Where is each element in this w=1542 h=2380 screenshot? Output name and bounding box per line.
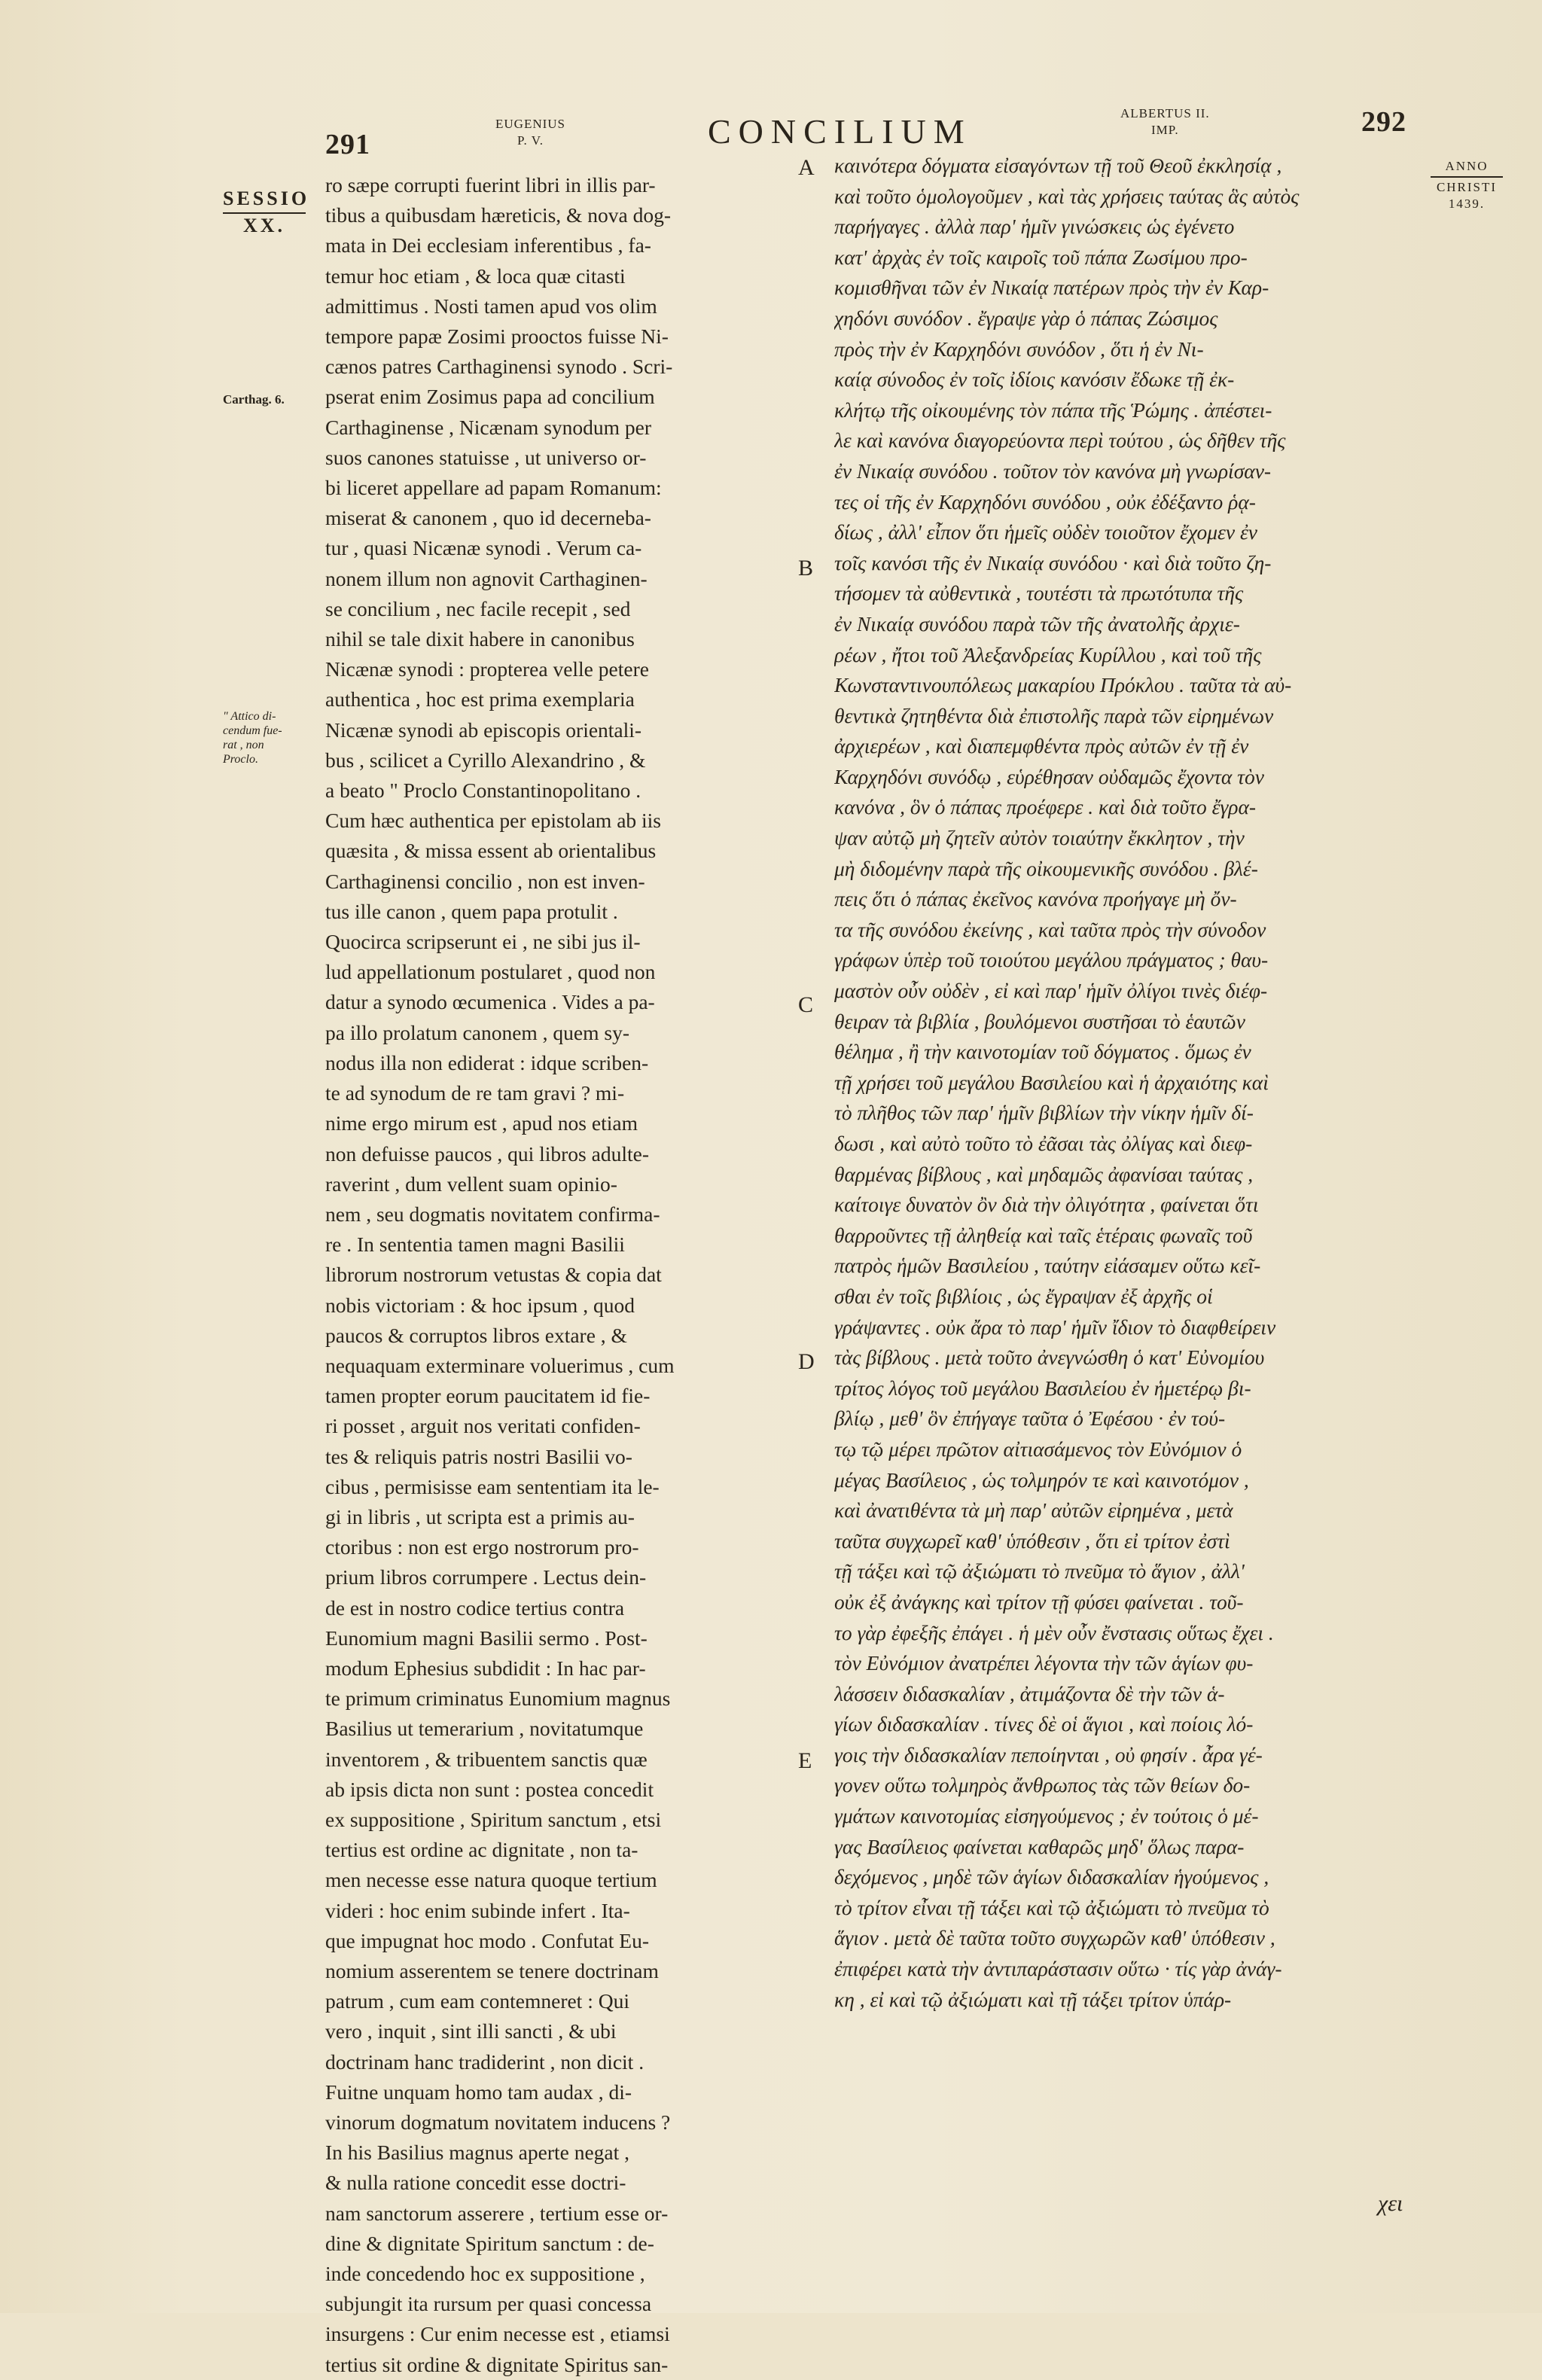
text-line: δεχόμενος , μηδὲ τῶν ἁγίων διδασκαλίαν ἡγούμενος , — [834, 1865, 1269, 1889]
text-line: pa illo prolatum canonem , quem sy- — [325, 1020, 630, 1044]
text-line: bus , scilicet a Cyrillo Alexandrino , & — [325, 748, 646, 772]
text-line: ρέων , ἤτοι τοῦ Ἀλεξανδρείας Κυρίλλου , καὶ τοῦ τῆς — [834, 642, 1262, 666]
attico-line: rat , non — [223, 739, 264, 751]
text-line: γράφων ὑπὲρ τοῦ τοιούτου μεγάλου πράγματος ; θαυ- — [834, 948, 1269, 972]
text-line: insurgens : Cur enim necesse est , etiamsi — [325, 2322, 670, 2346]
text-line: cænos patres Carthaginensi synodo . Scri- — [325, 355, 673, 379]
text-line: videri : hoc enim subinde infert . Ita- — [325, 1898, 630, 1922]
text-line: γας Βασίλειος φαίνεται καθαρῶς μηδ' ὅλως παρα- — [834, 1834, 1245, 1858]
text-line: καὶ τοῦτο ὁμολογοῦμεν , καὶ τὰς χρήσεις ταύτας ἃς αὐτὸς — [834, 184, 1300, 208]
text-line: γοις τὴν διδασκαλίαν πεποίηνται , οὐ φησίν . ἆρα γέ- — [834, 1742, 1263, 1766]
text-line: re . In sententia tamen magni Basilii — [325, 1233, 625, 1257]
attico-line: cendum fue- — [223, 724, 282, 737]
text-line: authentica , hoc est prima exemplaria — [325, 687, 635, 712]
text-line: τὸ τρίτον εἶναι τῇ τάξει καὶ τῷ ἀξιώματι τὸ πνεῦμα τὸ — [834, 1895, 1269, 1919]
text-line: ταῦτα συγχωρεῖ καθ' ὑπόθεσιν , ὅτι εἰ τρίτον ἐστὶ — [834, 1528, 1230, 1553]
text-line: nonem illum non agnovit Carthaginen- — [325, 566, 648, 590]
text-line: prium libros corrumpere . Lectus dein- — [325, 1565, 647, 1589]
text-line: δωσι , καὶ αὐτὸ τοῦτο τὸ ἐᾶσαι τὰς ὀλίγας καὶ διεφ- — [834, 1132, 1253, 1155]
text-line: temur hoc etiam , & loca quæ citasti — [325, 264, 626, 288]
text-line: inde concedendo hoc ex suppositione , — [325, 2262, 645, 2286]
text-line: pserat enim Zosimus papa ad concilium — [325, 385, 655, 409]
section-letter-e: E — [798, 1748, 812, 1773]
text-line: θεντικὰ ζητηθέντα διὰ ἐπιστολῆς παρὰ τῶν εἰρημένων — [834, 703, 1274, 727]
text-line: Carthaginensi concilio , non est inven- — [325, 869, 645, 893]
text-line: ctoribus : non est ergo nostrorum pro- — [325, 1535, 639, 1559]
text-line: Καρχηδόνι συνόδῳ , εὑρέθησαν οὐδαμῶς ἔχοντα τὸν — [834, 764, 1264, 788]
text-line: κατ' ἀρχὰς ἐν τοῖς καιροῖς τοῦ πάπα Ζωσίμου προ- — [834, 245, 1248, 269]
text-line: modum Ephesius subdidit : In hac par- — [325, 1656, 646, 1680]
running-head-pope-number: P. V. — [517, 133, 544, 148]
anno-year: 1439. — [1448, 197, 1486, 211]
text-line: λάσσειν διδασκαλίαν , ἀτιμάζοντα δὲ τὴν τῶν ἁ- — [834, 1681, 1225, 1705]
text-line: tempore papæ Zosimi prooctos fuisse Ni- — [325, 325, 669, 349]
text-line: nequaquam exterminare voluerimus , cum — [325, 1353, 675, 1377]
text-line: κομισθῆναι τῶν ἐν Νικαίᾳ πατέρων πρὸς τὴν ἐν Καρ- — [834, 276, 1269, 300]
text-line: τήσομεν τὰ αὐθεντικὰ , τουτέστι τὰ πρωτότυπα τῆς — [834, 581, 1244, 605]
text-line: patrum , cum eam contemneret : Qui — [325, 1989, 629, 2013]
text-line: que impugnat hoc modo . Confutat Eu- — [325, 1928, 649, 1952]
text-line: nodus illa non ediderat : idque scriben- — [325, 1050, 649, 1074]
text-line: tamen propter eorum paucitatem id fie- — [325, 1384, 651, 1408]
text-line: dine & dignitate Spiritum sanctum : de- — [325, 2231, 654, 2255]
text-line: μαστὸν οὖν οὐδὲν , εἰ καὶ παρ' ἡμῖν ὀλίγοι τινὲς διέφ- — [834, 979, 1268, 1003]
text-line: οὐκ ἐξ ἀνάγκης καὶ τρίτον τῇ φύσει φαίνεται . τοῦ- — [834, 1589, 1244, 1614]
running-head-emperor-title: IMP. — [1151, 123, 1179, 137]
text-line: Fuitne unquam homo tam audax , di- — [325, 2080, 632, 2104]
text-line: doctrinam hanc tradiderint , non dicit . — [325, 2049, 645, 2074]
section-letter-b: B — [798, 556, 814, 581]
margin-note-attico — [223, 709, 321, 766]
anno-rule — [1431, 176, 1503, 178]
running-head-eugenius — [495, 116, 565, 149]
text-line: θαρμένας βίβλους , καὶ μηδαμῶς ἀφανίσαι ταύτας , — [834, 1162, 1254, 1186]
text-line: tes & reliquis patris nostri Basilii vo- — [325, 1444, 632, 1468]
text-line: τα τῆς συνόδου ἐκείνης , καὶ ταῦτα πρὸς τὴν σύνοδον — [834, 917, 1266, 941]
text-line: raverint , dum vellent suam opinio- — [325, 1172, 617, 1196]
text-line: παρήγαγες . ἀλλὰ παρ' ἡμῖν γινώσκεις ὡς ἐγένετο — [834, 215, 1235, 239]
attico-line: " Attico di- — [223, 710, 276, 723]
text-line: nam sanctorum asserere , tertium esse or- — [325, 2201, 669, 2225]
text-line: θαρροῦντες τῇ ἀληθείᾳ καὶ ταῖς ἑτέραις φωναῖς τοῦ — [834, 1223, 1253, 1247]
text-line: μὴ διδομένην παρὰ τῆς οἰκουμενικῆς συνόδου . βλέ- — [834, 856, 1258, 880]
text-line: lud appellationum postularet , quod non — [325, 960, 656, 984]
text-line: γίων διδασκαλίαν . τίνες δὲ οἱ ἅγιοι , καὶ ποίοις λό- — [834, 1712, 1254, 1736]
text-line: In his Basilius magnus aperte negat , — [325, 2141, 630, 2165]
christi-label: CHRISTI — [1436, 180, 1498, 194]
text-line: Nicænæ synodi : propterea velle petere — [325, 657, 649, 681]
text-line: vero , inquit , sint illi sancti , & ubi — [325, 2019, 617, 2043]
text-line: men necesse esse natura quoque tertium — [325, 1868, 657, 1892]
text-line: ri posset , arguit nos veritati confiden- — [325, 1414, 641, 1438]
text-line: te ad synodum de re tam gravi ? mi- — [325, 1081, 625, 1105]
text-line: a beato " Proclo Constantinopolitano . — [325, 779, 641, 803]
text-line: vinorum dogmatum novitatem inducens ? — [325, 2110, 671, 2134]
text-line: Nicænæ synodi ab episcopis orientali- — [325, 718, 642, 742]
text-line: τὰς βίβλους . μετὰ τοῦτο ἀνεγνώσθη ὁ κατ' Εὐνομίου — [834, 1345, 1265, 1370]
text-line: non defuisse paucos , qui libros adulte- — [325, 1141, 649, 1166]
margin-note-carthag: Carthag. 6. — [223, 392, 285, 407]
text-line: τῳ τῷ μέρει πρῶτον αἰτιασάμενος τὸν Εὐνόμιον ὁ — [834, 1437, 1242, 1461]
text-line: nomium asserentem se tenere doctrinam — [325, 1958, 659, 1982]
text-line: tertius est ordine ac dignitate , non ta- — [325, 1838, 638, 1862]
text-line: θέλημα , ἢ τὴν καινοτομίαν τοῦ δόγματος . ὅμως ἐν — [834, 1040, 1251, 1064]
text-line: Cum hæc authentica per epistolam ab iis — [325, 809, 662, 833]
text-line: θειραν τὰ βιβλία , βουλόμενοι συστῆσαι τὸ ἑαυτῶν — [834, 1009, 1245, 1033]
text-line: ab ipsis dicta non sunt : postea concedit — [325, 1777, 654, 1801]
text-line: κλήτῳ τῆς οἰκουμένης τὸν πάπα τῆς Ῥώμης . ἀπέστει- — [834, 398, 1272, 422]
text-line: datur a synodo œcumenica . Vides a pa- — [325, 990, 655, 1014]
text-line: tibus a quibusdam hæreticis, & nova dog- — [325, 203, 672, 227]
text-line: ἐπιφέρει κατὰ τὴν ἀντιπαράστασιν οὕτω · τίς γὰρ ἀνάγ- — [834, 1957, 1282, 1981]
text-line: nihil se tale dixit habere in canonibus — [325, 627, 635, 651]
text-line: Eunomium magni Basilii sermo . Post- — [325, 1626, 648, 1650]
text-line: ἐν Νικαίᾳ συνόδου . τοῦτον τὸν κανόνα μὴ γνωρίσαν- — [834, 459, 1272, 483]
text-line: γμάτων καινοτομίας εἰσηγούμενος ; ἐν τούτοις ὁ μέ- — [834, 1804, 1259, 1828]
margin-sessio — [223, 187, 310, 238]
text-line: subjungit ita rursum per quasi concessa — [325, 2292, 652, 2316]
text-line: de est in nostro codice tertius contra — [325, 1595, 625, 1620]
text-line: Κωνσταντινουπόλεως μακαρίου Πρόκλου . ταῦτα τὰ αὐ- — [834, 673, 1292, 697]
text-line: κη , εἰ καὶ τῷ ἀξιώματι καὶ τῇ τάξει τρίτον ὑπάρ- — [834, 1987, 1232, 2011]
text-line: τῇ χρήσει τοῦ μεγάλου Βασιλείου καὶ ἡ ἀρχαιότης καὶ — [834, 1070, 1269, 1094]
text-line: admittimus . Nosti tamen apud vos olim — [325, 294, 657, 318]
text-line: bi liceret appellare ad papam Romanum: — [325, 476, 662, 500]
text-line: χηδόνι συνόδον . ἔγραψε γὰρ ὁ πάπας Ζώσιμος — [834, 306, 1218, 330]
sessio-label: SESSIO — [223, 187, 310, 209]
latin-column — [325, 170, 792, 2380]
text-line: nime ergo mirum est , apud nos etiam — [325, 1111, 638, 1135]
text-line: paucos & corruptos libros extare , & — [325, 1323, 627, 1347]
text-line: mata in Dei ecclesiam inferentibus , fa- — [325, 233, 651, 258]
greek-column — [834, 151, 1422, 2015]
text-line: τὸν Εὐνόμιον ἀνατρέπει λέγοντα τὴν τῶν ἁγίων φυ- — [834, 1651, 1254, 1675]
text-line: λε καὶ κανόνα διαγορεύοντα περὶ τούτου , ὡς δῆθεν τῆς — [834, 428, 1286, 453]
text-line: tus ille canon , quem papa protulit . — [325, 899, 618, 923]
text-line: librorum nostrorum vetustas & copia dat — [325, 1263, 662, 1287]
section-letter-a: A — [798, 155, 815, 180]
text-line: βλίῳ , μεθ' ὃν ἐπήγαγε ταῦτα ὁ Ἐφέσου · ἐν τού- — [834, 1406, 1226, 1431]
text-line: το γὰρ ἐφεξῆς ἐπάγει . ἡ μὲν οὖν ἔνστασις οὕτως ἔχει . — [834, 1620, 1274, 1644]
attico-line: Proclo. — [223, 753, 258, 766]
text-line: ψαν αὐτῷ μὴ ζητεῖν αὐτὸν τοιαύτην ἔκκλητον , τὴν — [834, 826, 1245, 850]
text-line: τες οἱ τῆς ἐν Καρχηδόνι συνόδου , οὐκ ἐδέξαντο ῥᾳ- — [834, 489, 1256, 513]
page-number-left: 291 — [325, 129, 370, 160]
text-line: σθαι ἐν τοῖς βιβλίοις , ὡς ἔγραψαν ἐξ ἀρχῆς οἱ — [834, 1284, 1213, 1308]
text-line: πατρὸς ἡμῶν Βασιλείου , ταύτην εἰάσαμεν οὕτω κεῖ- — [834, 1254, 1261, 1278]
text-line: & nulla ratione concedit esse doctri- — [325, 2171, 626, 2195]
text-line: τὸ πλῆθος τῶν παρ' ἡμῖν βιβλίων τὴν νίκην ἡμῖν δί- — [834, 1101, 1254, 1125]
text-line: miserat & canonem , quo id decerneba- — [325, 506, 651, 530]
running-title: CONCILIUM — [708, 112, 972, 151]
text-line: Quocirca scripserunt ei , ne sibi jus il- — [325, 930, 641, 954]
text-line: κανόνα , ὃν ὁ πάπας προέφερε . καὶ διὰ τοῦτο ἔγρα- — [834, 795, 1257, 819]
page-number-right: 292 — [1361, 106, 1406, 138]
text-line: μέγας Βασίλειος , ὡς τολμηρόν τε καὶ καινοτόμον , — [834, 1467, 1249, 1492]
text-line: tertius sit ordine & dignitate Spiritus san- — [325, 2352, 669, 2376]
text-line: se concilium , nec facile recepit , sed — [325, 596, 631, 620]
text-line: πεις ὅτι ὁ πάπας ἐκεῖνος κανόνα προήγαγε μὴ ὄν- — [834, 887, 1237, 911]
text-line: quæsita , & missa essent ab orientalibus — [325, 839, 657, 863]
text-line: ro sæpe corrupti fuerint libri in illis par- — [325, 173, 656, 197]
text-line: inventorem , & tribuentem sanctis quæ — [325, 1747, 648, 1771]
text-line: τρίτος λόγος τοῦ μεγάλου Βασιλείου ἐν ἡμετέρῳ βι- — [834, 1376, 1251, 1400]
section-letter-d: D — [798, 1349, 815, 1374]
text-line: τοῖς κανόσι τῆς ἐν Νικαίᾳ συνόδου · καὶ διὰ τοῦτο ζη- — [834, 550, 1272, 574]
text-line: suos canones statuisse , ut universo or- — [325, 445, 647, 469]
running-head-pope: EUGENIUS — [495, 117, 565, 131]
text-line: καινότερα δόγματα εἰσαγόντων τῇ τοῦ Θεοῦ ἐκκλησίᾳ , — [834, 154, 1282, 177]
text-line: ex suppositione , Spiritum sanctum , etsi — [325, 1807, 662, 1831]
text-line: ἀρχιερέων , καὶ διαπεμφθέντα πρὸς αὐτῶν ἐν τῇ ἐν — [834, 734, 1249, 758]
anno-label: ANNO — [1445, 159, 1489, 173]
text-line: ἅγιον . μετὰ δὲ ταῦτα τοῦτο συγχωρῶν καθ' ὑπόθεσιν , — [834, 1926, 1275, 1950]
section-letter-c: C — [798, 992, 814, 1017]
text-line: πρὸς τὴν ἐν Καρχηδόνι συνόδον , ὅτι ἡ ἐν Νι- — [834, 337, 1204, 361]
text-line: γονεν οὕτω τολμηρὸς ἄνθρωπος τὰς τῶν θείων δο- — [834, 1773, 1251, 1797]
text-line: καίᾳ σύνοδος ἐν τοῖς ἰδίοις κανόσιν ἔδωκε τῇ ἐκ- — [834, 367, 1235, 392]
running-head-emperor: ALBERTUS II. — [1120, 106, 1210, 120]
text-line: Basilius ut temerarium , novitatumque — [325, 1717, 644, 1741]
text-line: ἐν Νικαίᾳ συνόδου παρὰ τῶν τῆς ἀνατολῆς ἀρχιε- — [834, 611, 1240, 635]
text-line: Carthaginense , Nicænam synodum per — [325, 415, 652, 439]
text-line: καὶ ἀνατιθέντα τὰ μὴ παρ' αὐτῶν εἰρημένα , μετὰ — [834, 1498, 1233, 1522]
text-line: nobis victoriam : & hoc ipsum , quod — [325, 1293, 635, 1317]
sessio-number: XX. — [242, 215, 286, 236]
text-line: cibus , permisisse eam sententiam ita le- — [325, 1474, 660, 1498]
text-line: γράψαντες . οὐκ ἄρα τὸ παρ' ἡμῖν ἴδιον τὸ διαφθείρειν — [834, 1315, 1276, 1339]
text-line: te primum criminatus Eunomium magnus — [325, 1687, 671, 1711]
running-head-albertus — [1120, 105, 1210, 139]
text-line: καίτοιγε δυνατὸν ὂν διὰ τὴν ὀλιγότητα , φαίνεται ὅτι — [834, 1193, 1259, 1217]
text-line: tur , quasi Nicænæ synodi . Verum ca- — [325, 536, 642, 560]
catchword: χει — [1378, 2191, 1403, 2216]
text-line: nem , seu dogmatis novitatem confirma- — [325, 1202, 660, 1226]
margin-anno-christi — [1422, 158, 1512, 212]
text-line: τῇ τάξει καὶ τῷ ἀξιώματι τὸ πνεῦμα τὸ ἅγιον , ἀλλ' — [834, 1559, 1245, 1583]
text-line: gi in libris , ut scripta est a primis au- — [325, 1504, 635, 1528]
text-line: δίως , ἀλλ' εἶπον ὅτι ἡμεῖς οὐδὲν τοιοῦτον ἔχομεν ἐν — [834, 520, 1258, 544]
